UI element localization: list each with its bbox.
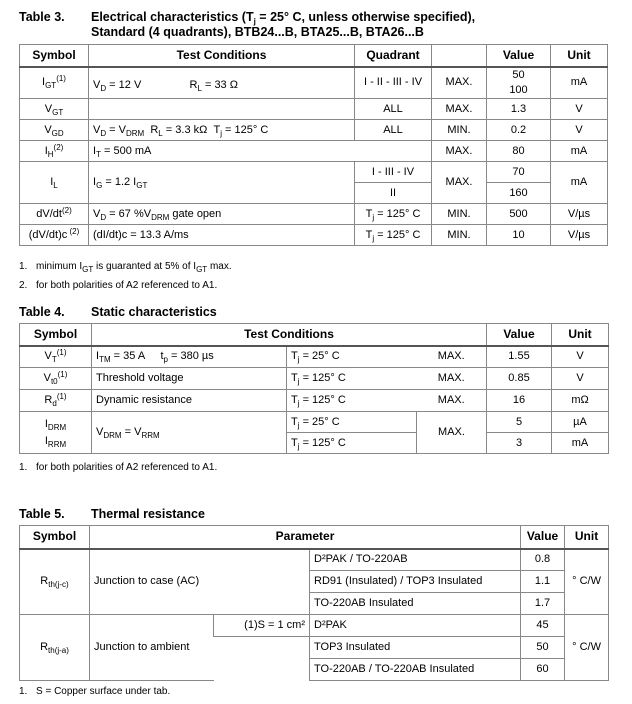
table-row: $I_{DRM}$ $I_{RRM}$ $V_{DRM} = V_{RRM}$ $T_j = 25^\circ$ C MAX. 5 µA bbox=[20, 412, 609, 433]
table5-title: Table 5. Thermal resistance bbox=[19, 507, 205, 521]
table3-note-1: 1. minimum $I_{GT}$ is guaranted at 5% of $I_{GT}$ max. bbox=[19, 261, 232, 274]
table3-title: Table 3. Electrical characteristics ($T_j = 25^\circ$ C, unless otherwise specified), Standard (4 quadrants), BTB24...B, BTA25...B, BTA26...B bbox=[19, 10, 476, 39]
table-row: $dV/dt^{(2)}$ $V_D = 67$ $\%V_{DRM}$ gate open $T_j = 125^\circ$ C MIN. 500 V/µs bbox=[20, 204, 608, 225]
table-row: $V_{GD}$ $V_D = V_{DRM}$ $R_L = 3.3$ kΩ $T_j = 125^\circ$ C ALL MIN. 0.2 V bbox=[20, 120, 608, 141]
thermal-resistance-table: Symbol Parameter Value Unit $R_{th(j-c)}$ Junction to case (AC) D²PAK / TO-220AB 0.8 ° C/W RD91 (Insulated) / TOP3 Insulated 1.1 TO-220AB Insulated 1.7 $R_{th(j-a)}$ Junction to ambient (1)S = 1 cm² D²PAK 45 ° C/W TOP3 Insulated 50 TO-220AB / TO-220AB Insulated 60 bbox=[19, 525, 609, 681]
table-row: $R_d^{(1)}$ Dynamic resistance $T_j = 125^\circ$ C MAX. 16 mΩ bbox=[20, 390, 609, 412]
table4-note-1: 1. for both polarities of A2 referenced to A1. bbox=[19, 462, 218, 473]
table-row: $V_T^{(1)}$ $I_{TM} = 35$ A $t_p = 380$ µs $T_j = 25^\circ$ C MAX. 1.55 V bbox=[20, 346, 609, 368]
table3-note-2: 2. for both polarities of A2 referenced to A1. bbox=[19, 280, 218, 291]
table-row: $V_{t0}^{(1)}$ Threshold voltage $T_j = 125^\circ$ C MAX. 0.85 V bbox=[20, 368, 609, 390]
table5-note-1: 1. S = Copper surface under tab. bbox=[19, 686, 171, 697]
static-characteristics-table: Symbol Test Conditions Value Unit $V_T^{(1)}$ $I_{TM} = 35$ A $t_p = 380$ µs $T_j = 25^\circ$ C MAX. 1.55 V $V_{t0}^{(1)}$ Threshold voltage $T_j = 125^\circ$ C MAX. 0.85 V $R_d^{(1)}$ Dynamic resistance $T_j = 125^\circ$ C MAX. 16 mΩ $I_{DRM}$ $I_{RRM}$ $V_{DRM} = V_{RRM}$ $T_j = 25^\circ$ C MAX. 5 µA $T_j = 125^\circ$ C 3 mA bbox=[19, 323, 609, 454]
table-row: $V_{GT}$ ALL MAX. 1.3 V bbox=[20, 99, 608, 120]
table-row: $I_L$ $I_G = 1.2$ $I_{GT}$ I - III - IV MAX. 70 mA bbox=[20, 162, 608, 183]
table-row: $I_H^{(2)}$ $I_T = 500$ mA MAX. 80 mA bbox=[20, 141, 608, 162]
table-row: $R_{th(j-a)}$ Junction to ambient (1)S = 1 cm² D²PAK 45 ° C/W bbox=[20, 615, 609, 637]
table-row: (dV/dt)c $^{(2)}$ (dI/dt)c = 13.3 A/ms $T_j = 125^\circ$ C MIN. 10 V/µs bbox=[20, 225, 608, 246]
table-row: $R_{th(j-c)}$ Junction to case (AC) D²PAK / TO-220AB 0.8 ° C/W bbox=[20, 549, 609, 571]
table4-title: Table 4. Static characteristics bbox=[19, 305, 217, 319]
table3-number: Table 3. bbox=[19, 10, 65, 24]
table-row: $I_{GT}^{(1)}$ $V_D = 12$ V $R_L = 33$ Ω I - II - III - IV MAX. 50 mA bbox=[20, 67, 608, 83]
electrical-characteristics-table: Symbol Test Conditions Quadrant Value Unit $I_{GT}^{(1)}$ $V_D = 12$ V $R_L = 33$ Ω I - II - III - IV MAX. 50 mA 100 $V_{GT}$ ALL MAX. 1.3 V $V_{GD}$ $V_D = V_{DRM}$ $R_L = 3.3$ kΩ $T_j = 125^\circ$ C ALL MIN. 0.2 V $I_H^{(2)}$ $I_T = 500$ mA MAX. 80 mA $I_L$ $I_G = 1.2$ $I_{GT}$ I - III - IV MAX. 70 mA II 160 $dV/dt^{(2)}$ $V_D = 67$ $\%V_{DRM}$ gate open $T_j = 125^\circ$ C MIN. 500 V/µs (dV/dt)c $^{(2)}$ (dI/dt)c = 13.3 A/ms $T_j = 125^\circ$ C MIN. 10 V/µs bbox=[19, 44, 608, 246]
symbol-igt: $I_{GT}^{(1)}$ bbox=[20, 67, 89, 99]
